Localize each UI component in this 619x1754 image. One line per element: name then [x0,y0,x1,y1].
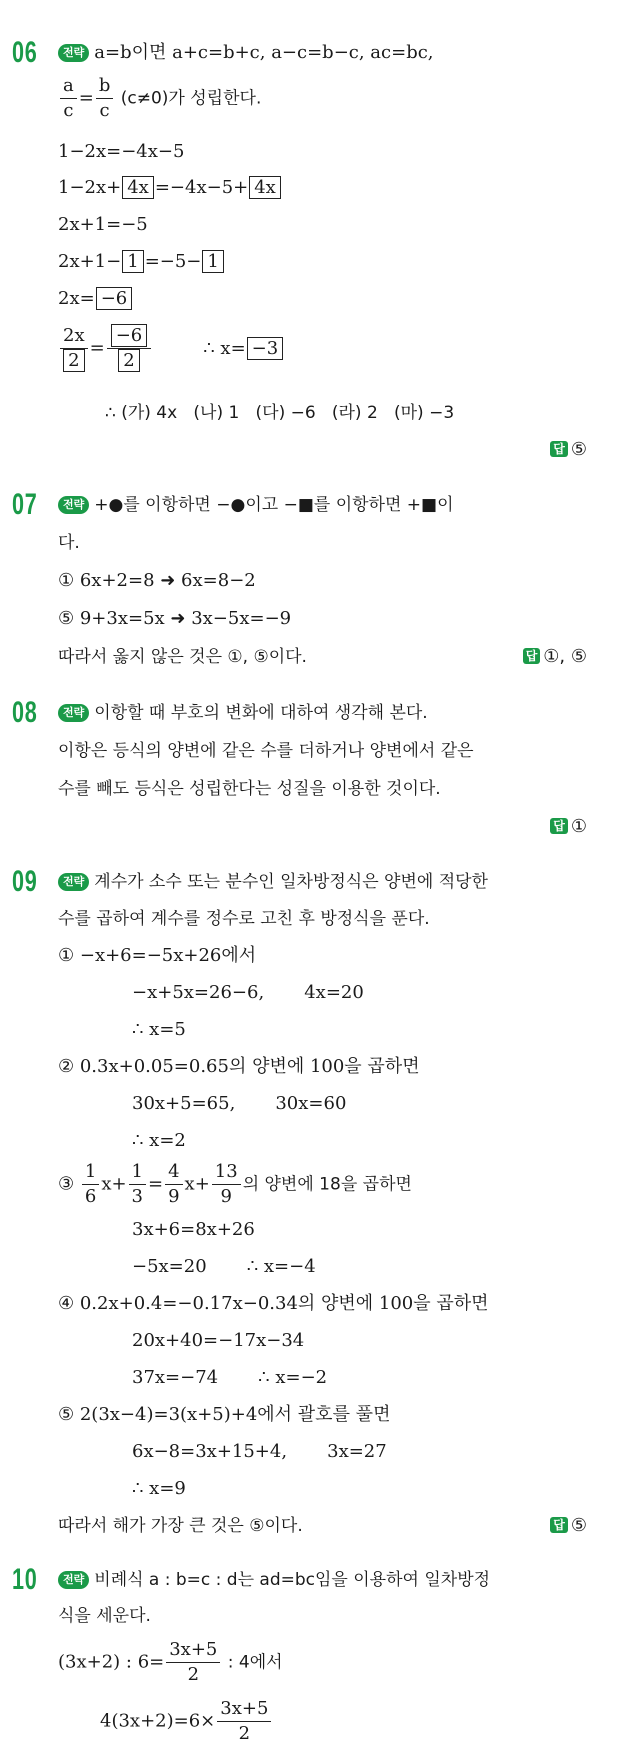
answer [550,1513,587,1539]
expr: : 4에서 [222,1652,283,1673]
fraction [96,74,114,123]
fraction [60,74,77,123]
fraction [166,1638,220,1687]
expr: =−4x−5+ [154,177,249,198]
problem-number: 08 [12,696,38,729]
blank-box: −6 [96,287,133,310]
numerator: 2x [60,324,88,349]
choice-5: ⑤ 2(3x−4)=3(x+5)+4에서 괄호를 풀면 [58,1404,391,1425]
strategy-badge: 전략 [58,496,89,514]
strategy-text: 식을 세운다. [58,1606,151,1626]
problem-number: 06 [12,36,38,69]
choice-3 [58,1160,412,1209]
step: −5x=20 ∴ x=−4 [132,1256,316,1277]
denominator: 9 [220,1186,232,1207]
step [58,286,133,312]
strategy-line [58,869,488,895]
expr: x+ [101,1173,127,1195]
blank-answers: ∴ (가) 4x (나) 1 (다) −6 (라) 2 (마) −3 [105,403,455,423]
strategy-line [58,40,434,66]
numerator: 3x+5 [217,1697,271,1722]
fraction [82,1160,99,1209]
strategy-text: +●를 이항하면 −●이고 −■를 이항하면 +■이 [94,495,454,515]
blank-box: 2 [118,349,139,372]
answer [523,644,587,670]
step: 37x=−74 ∴ x=−2 [132,1367,328,1388]
step [58,249,225,275]
answer-label: 답 [550,441,568,457]
blank-box: −3 [247,337,284,360]
step: ⑤ 9+3x=5x ➜ 3x−5x=−9 [58,608,292,629]
marker: ③ [58,1173,80,1195]
numerator: 3x+5 [166,1638,220,1663]
denominator: 2 [187,1664,200,1685]
answer-value: ⑤ [570,1515,587,1536]
strategy-text: a=b이면 a+c=b+c, a−c=b−c, ac=bc, [94,42,434,63]
step: 2x+1=−5 [58,214,148,235]
answer [550,437,587,463]
expr: x+ [184,1173,210,1195]
conclusion: 따라서 해가 가장 큰 것은 ⑤이다. [58,1516,303,1536]
answer-value: ①, ⑤ [543,646,587,667]
strategy-badge: 전략 [58,44,89,62]
conclusion: 따라서 옳지 않은 것은 ①, ⑤이다. [58,647,307,667]
expr: 2x= [58,288,95,309]
equals: = [78,87,94,109]
condition-text: (c≠0)가 성립한다. [115,88,262,109]
denominator: c [63,100,74,121]
step: 20x+40=−17x−34 [132,1330,305,1351]
answer-value: ⑤ [570,439,587,460]
step [58,175,282,201]
strategy-line [58,700,428,726]
choice-1: ① −x+6=−5x+26에서 [58,945,257,966]
answer-value: ① [570,816,587,837]
fraction [129,1160,146,1209]
strategy-badge: 전략 [58,1571,89,1589]
strategy-text: 비례식 a : b=c : d는 ad=bc임을 이용하여 일차방정 [94,1570,491,1590]
blank-box: 1 [122,250,143,273]
answer-label: 답 [550,818,568,834]
step: ∴ x=2 [132,1130,186,1151]
numerator: 13 [212,1160,241,1185]
strategy-badge: 전략 [58,873,89,891]
expr: 4(3x+2)=6× [100,1710,216,1732]
problem-number: 09 [12,865,38,898]
strategy-line [58,1567,490,1593]
step: ∴ x=5 [132,1019,186,1040]
expr: 1−2x+ [58,177,122,198]
equals: = [89,337,105,359]
step [58,1638,283,1687]
fraction [60,324,88,373]
fraction [165,1160,182,1209]
blank-box: 4x [249,176,281,199]
fraction [107,324,152,373]
numerator: 1 [129,1160,146,1185]
step: −x+5x=26−6, 4x=20 [132,982,364,1003]
denominator: 9 [168,1186,180,1207]
step: 6x−8=3x+15+4, 3x=27 [132,1441,387,1462]
step [58,324,284,373]
step: ① 6x+2=8 ➜ 6x=8−2 [58,570,256,591]
blank-box: 4x [122,176,154,199]
expr: 2x+1− [58,251,122,272]
denominator: c [99,100,110,121]
answer-label: 답 [523,648,541,664]
therefore: ∴ x= [203,337,246,359]
numerator: 1 [82,1160,99,1185]
step [100,1697,273,1746]
step: 3x+6=8x+26 [132,1219,255,1240]
explanation: 수를 빼도 등식은 성립한다는 성질을 이용한 것이다. [58,779,441,799]
strategy-fraction-line [58,74,261,123]
step: ∴ x=9 [132,1478,186,1499]
answer [550,814,587,840]
expr: 의 양변에 18을 곱하면 [242,1174,412,1195]
answer-label: 답 [550,1517,568,1533]
strategy-text: 이항할 때 부호의 변화에 대하여 생각해 본다. [94,703,428,723]
problem-number: 07 [12,488,38,521]
expr: =−5− [144,251,202,272]
strategy-text: 수를 곱하여 계수를 정수로 고친 후 방정식을 푼다. [58,909,430,929]
strategy-badge: 전략 [58,704,89,722]
problem-number: 10 [12,1563,38,1596]
expr: = [148,1173,164,1195]
fraction [217,1697,271,1746]
choice-4: ④ 0.2x+0.4=−0.17x−0.34의 양변에 100을 곱하면 [58,1293,489,1314]
explanation: 이항은 등식의 양변에 같은 수를 더하거나 양변에서 같은 [58,741,474,761]
numerator: a [60,74,77,99]
denominator: 2 [238,1723,251,1744]
strategy-line [58,492,454,518]
numerator: 4 [165,1160,182,1185]
numerator: b [96,74,114,99]
denominator: 6 [84,1186,97,1207]
blank-box: 1 [202,250,223,273]
strategy-text: 계수가 소수 또는 분수인 일차방정식은 양변에 적당한 [94,872,488,892]
blank-box: 2 [63,349,84,372]
step: 30x+5=65, 30x=60 [132,1093,347,1114]
choice-2: ② 0.3x+0.05=0.65의 양변에 100을 곱하면 [58,1056,420,1077]
expr: (3x+2) : 6= [58,1651,165,1673]
denominator: 3 [131,1186,143,1207]
blank-box: −6 [111,324,148,347]
strategy-text: 다. [58,533,80,553]
step: 1−2x=−4x−5 [58,141,185,162]
fraction [212,1160,241,1209]
